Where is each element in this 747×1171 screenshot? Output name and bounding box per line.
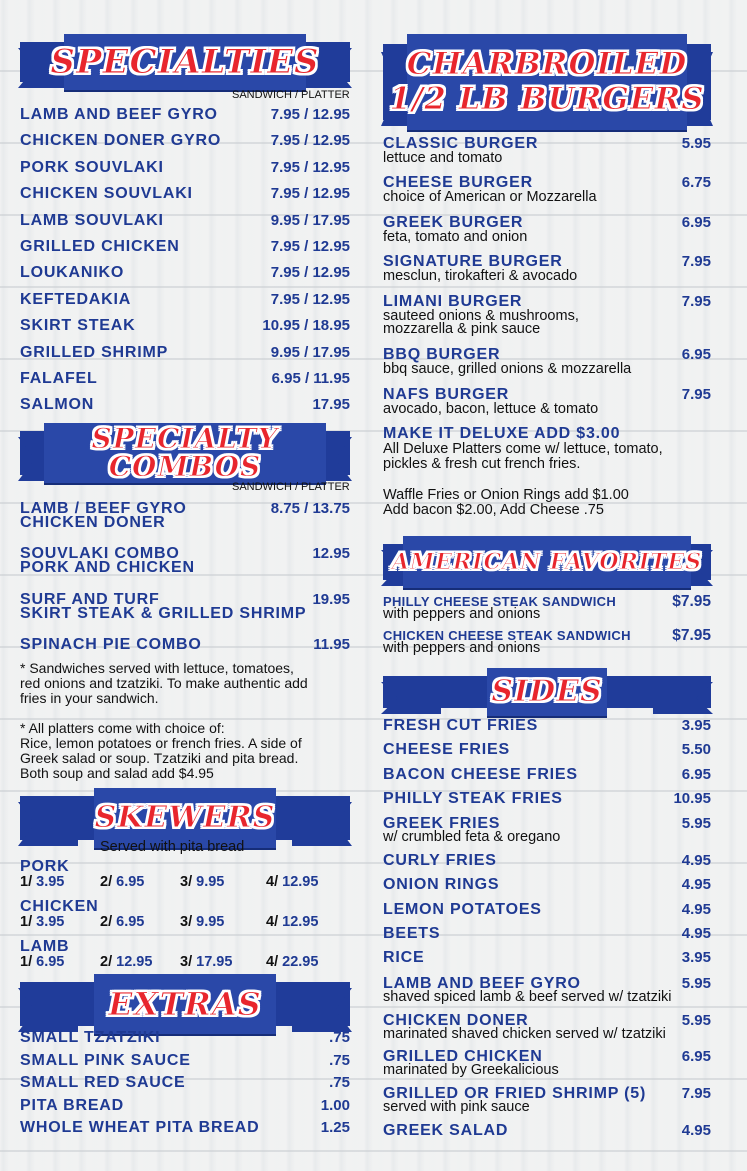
burger-description: mozzarella & pink sauce xyxy=(383,321,541,337)
american-description: with peppers and onions xyxy=(383,640,541,656)
skewer-quantity: 1/ xyxy=(20,914,37,930)
specialty-name: LAMB AND BEEF GYRO xyxy=(20,106,218,123)
skewer-amount: 12.95 xyxy=(282,874,319,890)
specialty-price: 17.95 xyxy=(312,396,350,414)
side-price: 4.95 xyxy=(681,901,711,918)
side-name: GRILLED CHICKEN xyxy=(383,1048,543,1065)
burgers-banner xyxy=(383,34,711,130)
side-name: GRILLED OR FRIED SHRIMP (5) xyxy=(383,1085,647,1102)
skewer-amount: 12.95 xyxy=(116,954,153,970)
burger-name: CLASSIC BURGER xyxy=(383,135,539,152)
specialty-name: KEFTEDAKIA xyxy=(20,290,132,308)
specialty-item xyxy=(20,106,350,124)
skewer-amount: 3.95 xyxy=(36,914,65,930)
side-name: CHICKEN DONER xyxy=(383,1012,529,1029)
combo-subname: CHICKEN DONER xyxy=(20,514,166,531)
side-item xyxy=(383,717,711,735)
specialty-name: SALMON xyxy=(20,396,95,414)
skewer-amount: 6.95 xyxy=(116,914,145,930)
extra-item xyxy=(20,1052,350,1070)
burger-addons: Waffle Fries or Onion Rings add $1.00 Add bacon $2.00, Add Cheese .75 xyxy=(383,487,629,518)
specialty-name: GRILLED CHICKEN xyxy=(20,238,180,255)
burger-price: 6.95 xyxy=(681,214,711,231)
combo-subname: PORK AND CHICKEN xyxy=(20,559,195,576)
skewer-category: CHICKEN xyxy=(20,898,99,915)
specialty-item xyxy=(20,238,350,256)
burger-name: BBQ BURGER xyxy=(383,346,501,363)
combos-note-sandwiches: * Sandwiches served with lettuce, tomatoes, red onions and tzatziki. To make authentic add fries in your sandwich. xyxy=(20,660,308,706)
extra-name: PITA BREAD xyxy=(20,1096,124,1114)
side-name: GREEK SALAD xyxy=(383,1122,509,1139)
combo-name: SOUVLAKI COMBO xyxy=(20,545,180,562)
specialty-price: 7.95 / 12.95 xyxy=(270,158,350,176)
combo-item xyxy=(20,636,350,654)
burger-description: lettuce and tomato xyxy=(383,150,503,166)
sides-banner xyxy=(383,668,711,716)
side-description: marinated shaved chicken served w/ tzatziki xyxy=(383,1026,666,1042)
combo-name: SPINACH PIE COMBO xyxy=(20,636,202,653)
side-price: 3.95 xyxy=(681,949,711,966)
skewers-title: SKEWERS xyxy=(94,800,276,835)
burgers-title-line1: CHARBROILED xyxy=(406,46,688,82)
burger-price: 6.95 xyxy=(681,346,711,363)
skewer-amount: 3.95 xyxy=(36,874,65,890)
side-description: w/ crumbled feta & oregano xyxy=(383,829,561,845)
skewer-amount: 12.95 xyxy=(282,914,319,930)
burger-description: avocado, bacon, lettuce & tomato xyxy=(383,401,599,417)
side-price: 3.95 xyxy=(681,717,711,734)
extra-name: SMALL TZATZIKI xyxy=(20,1029,161,1046)
side-price: 5.50 xyxy=(681,741,711,758)
skewer-amount: 6.95 xyxy=(116,874,145,890)
side-item xyxy=(383,876,711,894)
skewer-price xyxy=(20,874,64,890)
specialty-item xyxy=(20,185,350,203)
combo-price: 12.95 xyxy=(312,545,350,562)
combos-column-header: SANDWICH / PLATTER xyxy=(232,481,350,493)
side-price: 6.95 xyxy=(681,1048,711,1065)
skewer-price xyxy=(266,914,318,930)
specialty-item xyxy=(20,159,350,177)
skewer-price xyxy=(266,954,318,970)
combos-note-platters: * All platters come with choice of: Rice, lemon potatoes or french fries. A side of Greek salad or soup. Tzatziki and pita bread. Both soup and salad add $4.95 xyxy=(20,720,302,781)
extra-name: SMALL PINK SAUCE xyxy=(20,1051,191,1069)
skewers-subtitle: Served with pita bread xyxy=(100,839,245,855)
skewer-quantity: 2/ xyxy=(100,914,117,930)
skewer-amount: 9.95 xyxy=(196,914,225,930)
specialty-price: 9.95 / 17.95 xyxy=(270,211,350,229)
side-item xyxy=(383,1122,711,1140)
specialties-title: SPECIALTIES xyxy=(50,42,320,82)
burger-price: 7.95 xyxy=(681,293,711,310)
specialty-item xyxy=(20,317,350,335)
side-name: RICE xyxy=(383,949,425,966)
skewer-quantity: 3/ xyxy=(180,874,197,890)
american-banner xyxy=(383,536,711,588)
specialty-price: 7.95 / 12.95 xyxy=(270,132,350,150)
skewer-quantity: 4/ xyxy=(266,874,283,890)
specialty-name: CHICKEN SOUVLAKI xyxy=(20,185,193,203)
burgers-title-line2: 1/2 LB BURGERS xyxy=(389,81,705,117)
skewer-quantity: 4/ xyxy=(266,914,283,930)
combo-name: SURF AND TURF xyxy=(20,591,160,608)
side-name: PHILLY STEAK FRIES xyxy=(383,790,563,807)
side-name: LEMON POTATOES xyxy=(383,901,542,918)
side-price: 4.95 xyxy=(681,876,711,893)
combo-price: 11.95 xyxy=(313,636,350,653)
combo-price: 19.95 xyxy=(312,591,350,608)
burger-price: 5.95 xyxy=(681,135,711,152)
burger-description: bbq sauce, grilled onions & mozzarella xyxy=(383,361,632,377)
side-name: LAMB AND BEEF GYRO xyxy=(383,975,581,992)
combo-name: LAMB / BEEF GYRO xyxy=(20,500,187,517)
side-price: 10.95 xyxy=(673,790,711,807)
side-item xyxy=(383,949,711,967)
burger-name: SIGNATURE BURGER xyxy=(383,253,563,270)
specialty-price: 6.95 / 11.95 xyxy=(271,370,350,387)
side-name: BEETS xyxy=(383,925,441,942)
side-description: marinated by Greekalicious xyxy=(383,1062,559,1078)
extra-price: .75 xyxy=(329,1074,350,1092)
skewer-amount: 22.95 xyxy=(282,954,319,970)
combos-title: SPECIALTY COMBOS xyxy=(91,422,279,483)
skewer-quantity: 3/ xyxy=(180,954,197,970)
burger-name: CHEESE BURGER xyxy=(383,174,533,191)
specialties-banner xyxy=(20,34,350,90)
specialty-item xyxy=(20,132,350,150)
skewer-price xyxy=(180,874,224,890)
american-name: PHILLY CHEESE STEAK SANDWICH xyxy=(383,594,617,609)
side-price: 7.95 xyxy=(681,1085,711,1102)
specialty-name: CHICKEN DONER GYRO xyxy=(20,132,222,150)
side-price: 5.95 xyxy=(681,815,711,832)
combo-price: 8.75 / 13.75 xyxy=(270,500,350,517)
burger-name: NAFS BURGER xyxy=(383,386,510,403)
american-description: with peppers and onions xyxy=(383,606,541,622)
side-price: 4.95 xyxy=(681,852,711,869)
skewer-category: LAMB xyxy=(20,938,70,955)
side-description: shaved spiced lamb & beef served w/ tzatziki xyxy=(383,989,672,1005)
specialty-item xyxy=(20,370,350,388)
side-item xyxy=(383,790,711,808)
side-name: CHEESE FRIES xyxy=(383,741,510,758)
specialty-name: SKIRT STEAK xyxy=(20,317,136,335)
burger-description: mesclun, tirokafteri & avocado xyxy=(383,268,578,284)
specialty-price: 7.95 / 12.95 xyxy=(270,238,350,255)
specialty-price: 7.95 / 12.95 xyxy=(270,106,350,123)
extra-item xyxy=(20,1097,350,1115)
side-name: FRESH CUT FRIES xyxy=(383,717,539,734)
burger-description: sauteed onions & mushrooms, xyxy=(383,308,579,324)
side-price: 6.95 xyxy=(681,766,711,783)
skewer-price xyxy=(266,874,318,890)
side-price: 4.95 xyxy=(681,925,711,942)
deluxe-description: All Deluxe Platters come w/ lettuce, tomato, pickles & fresh cut french fries. xyxy=(383,441,663,472)
skewer-price xyxy=(20,954,64,970)
specialty-price: 7.95 / 12.95 xyxy=(270,185,350,203)
specialty-price: 7.95 / 12.95 xyxy=(270,290,350,308)
extra-price: .75 xyxy=(329,1029,350,1046)
side-item xyxy=(383,852,711,870)
specialty-name: PORK SOUVLAKI xyxy=(20,158,164,176)
extra-item xyxy=(20,1074,350,1092)
american-price: $7.95 xyxy=(672,593,711,610)
skewer-quantity: 1/ xyxy=(20,874,37,890)
side-price: 4.95 xyxy=(681,1122,711,1139)
burger-price: 7.95 xyxy=(681,386,711,403)
side-item xyxy=(383,925,711,943)
specialty-price: 7.95 / 12.95 xyxy=(270,264,350,282)
specialty-name: FALAFEL xyxy=(20,370,98,387)
burger-price: 6.75 xyxy=(681,174,711,191)
extra-price: 1.25 xyxy=(320,1119,350,1137)
sides-title: SIDES xyxy=(491,674,603,709)
specialty-name: GRILLED SHRIMP xyxy=(20,343,169,361)
extras-banner xyxy=(20,974,350,1034)
specialty-item xyxy=(20,212,350,230)
specialty-name: LAMB SOUVLAKI xyxy=(20,211,164,229)
extra-name: WHOLE WHEAT PITA BREAD xyxy=(20,1119,260,1137)
extra-item xyxy=(20,1029,350,1047)
skewer-quantity: 4/ xyxy=(266,954,283,970)
american-name: CHICKEN CHEESE STEAK SANDWICH xyxy=(383,628,631,643)
american-title: AMERICAN FAVORITES xyxy=(391,549,703,575)
side-name: CURLY FRIES xyxy=(383,852,497,869)
skewer-price xyxy=(100,914,144,930)
side-item xyxy=(383,901,711,919)
side-price: 5.95 xyxy=(681,1012,711,1029)
specialties-column-header: SANDWICH / PLATTER xyxy=(232,89,350,101)
side-name: BACON CHEESE FRIES xyxy=(383,766,578,783)
skewer-price xyxy=(180,954,232,970)
skewer-quantity: 3/ xyxy=(180,914,197,930)
burger-description: choice of American or Mozzarella xyxy=(383,189,597,205)
specialty-item xyxy=(20,264,350,282)
specialty-price: 10.95 / 18.95 xyxy=(262,317,350,335)
specialty-name: LOUKANIKO xyxy=(20,264,125,282)
skewer-quantity: 2/ xyxy=(100,954,117,970)
american-price: $7.95 xyxy=(672,627,711,644)
skewer-quantity: 2/ xyxy=(100,874,117,890)
skewer-amount: 17.95 xyxy=(196,954,233,970)
burger-name: GREEK BURGER xyxy=(383,214,524,231)
burger-name: LIMANI BURGER xyxy=(383,293,523,310)
extra-name: SMALL RED SAUCE xyxy=(20,1074,186,1092)
extra-item xyxy=(20,1119,350,1137)
deluxe-title: MAKE IT DELUXE ADD $3.00 xyxy=(383,425,621,442)
extra-price: 1.00 xyxy=(320,1096,350,1114)
skewer-price xyxy=(100,954,152,970)
specialty-item xyxy=(20,396,350,414)
side-description: served with pink sauce xyxy=(383,1099,530,1115)
extra-price: .75 xyxy=(329,1051,350,1069)
skewer-price xyxy=(100,874,144,890)
extras-title: EXTRAS xyxy=(108,985,262,1023)
combos-banner xyxy=(20,423,350,483)
burger-price: 7.95 xyxy=(681,253,711,270)
specialty-price: 9.95 / 17.95 xyxy=(270,343,350,361)
skewer-category: PORK xyxy=(20,858,70,875)
skewer-quantity: 1/ xyxy=(20,954,37,970)
burger-description: feta, tomato and onion xyxy=(383,229,528,245)
side-price: 5.95 xyxy=(681,975,711,992)
skewer-price xyxy=(20,914,64,930)
side-name: GREEK FRIES xyxy=(383,815,501,832)
combo-subname: SKIRT STEAK & GRILLED SHRIMP xyxy=(20,605,307,622)
skewer-price xyxy=(180,914,224,930)
specialty-item xyxy=(20,291,350,309)
skewer-amount: 6.95 xyxy=(36,954,65,970)
side-item xyxy=(383,741,711,759)
specialty-item xyxy=(20,344,350,362)
skewer-amount: 9.95 xyxy=(196,874,225,890)
side-item xyxy=(383,766,711,784)
side-name: ONION RINGS xyxy=(383,876,500,893)
